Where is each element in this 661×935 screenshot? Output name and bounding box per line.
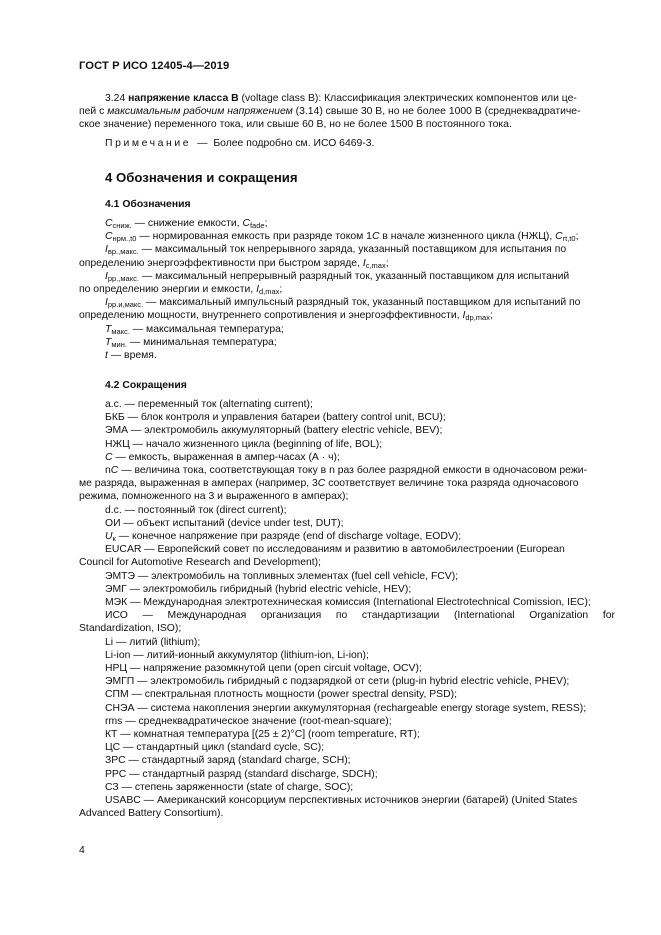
symbols-list — [79, 217, 615, 362]
abbr-item-cont: ме разряда, выраженная в амперах (например, 3C соответствует величине тока разряда одночасового — [79, 478, 579, 490]
abbr-item: НРЦ — напряжение разомкнутой цепи (open circuit voltage, OCV); — [105, 663, 422, 675]
page-number: 4 — [79, 845, 85, 856]
note: Примечание — Более подробно см. ИСО 6469-3. — [105, 138, 375, 149]
symbol-item: $C_{нрм.,t0}$ — нормированная емкость при разряде током 1C в начале жизненного цикла (НЖЦ), $C_{rt,t0}$; — [105, 231, 579, 244]
abbr-item: МЭК — Международная электротехническая комиссия (International Electrotechnical Comission, IEC); — [105, 597, 591, 609]
abbr-item-cont: Council for Automotive Research and Development); — [79, 557, 321, 569]
symbol-item: $T_{макс.}$ — максимальная температура; — [105, 323, 284, 336]
abbr-item-cont: Advanced Battery Consortium). — [79, 808, 224, 820]
abbreviations-list — [79, 398, 615, 821]
standard-header: ГОСТ Р ИСО 12405-4—2019 — [79, 60, 230, 72]
symbol-item: $C_{сниж.}$ — снижение емкости, $C_{fade}$; — [105, 218, 268, 230]
abbr-item: EUCAR — Европейский совет по исследованиям и развитию в автомобилестроении (European — [105, 544, 565, 556]
term-name: напряжение класса B — [128, 93, 239, 104]
symbol-item-cont: определению мощности, внутреннего сопротивления и энергоэффективности, $I_{dp,max}$; — [79, 310, 493, 323]
abbr-item: $U_к$ — конечное напряжение при разряде (end of discharge voltage, EODV); — [105, 531, 462, 544]
symbol-item-cont: по определению энергии и емкости, $I_{d,max}$; — [79, 284, 283, 297]
subsection-4-2-heading: 4.2 Сокращения — [105, 380, 187, 391]
abbr-item: USABC — Американский консорциум перспективных источников энергии (батарей) (United States — [105, 795, 578, 807]
abbr-item: rms — среднеквадратическое значение (root-mean-square); — [105, 715, 392, 727]
term-line-1: 3.24 напряжение класса B (voltage class B): Классификация электрических компонентов или це- — [105, 93, 577, 104]
abbr-item: a.c. — переменный ток (alternating current); — [105, 399, 313, 410]
abbr-item: РРС — стандартный разряд (standard discharge, SDCH); — [105, 768, 378, 780]
term-line-3: ское значение) переменного тока, или свыше 60 В, но не более 1500 В постоянного тока. — [79, 119, 512, 131]
abbr-item: Li — литий (lithium); — [105, 636, 201, 648]
abbr-item: КТ — комнатная температура [(25 ± 2)°C] (room temperature, RT); — [105, 729, 420, 741]
abbr-item-cont: режима, помноженного на 3 и выраженного в амперах); — [79, 491, 349, 503]
abbr-item: СПМ — спектральная плотность мощности (power spectral density, PSD); — [105, 689, 457, 701]
abbr-item: НЖЦ — начало жизненного цикла (beginning of life, BOL); — [105, 438, 383, 450]
note-label: Примечание — [105, 138, 192, 149]
symbol-item: $I_{вр.,макс.}$ — максимальный ток непрерывного заряда, указанный поставщиком для испытания по — [105, 244, 567, 257]
symbol-item: $I_{рр.,макс.}$ — максимальный непрерывный разрядный ток, указанный поставщиком для испытаний — [105, 270, 570, 283]
abbr-item: СНЭА — система накопления энергии аккумуляторная (rechargeable energy storage system, RESS); — [105, 702, 587, 714]
abbr-item: ИСО — Международная организация по стандартизации (International Organization for — [105, 610, 615, 622]
abbr-item: ЭМГП — электромобиль гибридный с подзарядкой от сети (plug-in hybrid electric vehicle, PHEV); — [105, 676, 570, 688]
abbr-item: ЭМА — электромобиль аккумуляторный (battery electric vehicle, BEV); — [105, 425, 443, 437]
abbr-item: d.c. — постоянный ток (direct current); — [105, 504, 287, 516]
symbol-item: $I_{рр.и,макс.}$ — максимальный импульсный разрядный ток, указанный поставщиком для испытаний по — [105, 297, 581, 310]
abbr-item: nC — величина тока, соответствующая току в n раз более разрядной емкости в одночасовом режи- — [105, 465, 588, 477]
section-4-heading: 4 Обозначения и сокращения — [105, 170, 298, 185]
abbr-item: ЭМТЭ — электромобиль на топливных элементах (fuel cell vehicle, FCV); — [105, 570, 459, 582]
abbr-item: C — емкость, выраженная в ампер-часах (А · ч); — [105, 451, 340, 463]
abbr-item: ЦС — стандартный цикл (standard cycle, SC); — [105, 742, 325, 754]
abbr-item: ЗРС — стандартный заряд (standard charge, SCH); — [105, 755, 351, 767]
term-reference: максимальным рабочим напряжением — [107, 106, 293, 118]
term-line-2: пей с максимальным рабочим напряжением (3.14) свыше 30 В, но не более 1000 В (среднеквадратиче- — [79, 106, 581, 118]
abbr-item: ЭМГ — электромобиль гибридный (hybrid electric vehicle, HEV); — [105, 583, 412, 595]
abbr-item: Li-ion — литий-ионный аккумулятор (lithium-ion, Li-ion); — [105, 649, 369, 661]
symbol-item: $T_{мин.}$ — минимальная температура; — [105, 336, 277, 349]
abbr-item: БКБ — блок контроля и управления батареи (battery control unit, BCU); — [105, 412, 446, 424]
note-text: Более подробно см. ИСО 6469-3. — [213, 138, 375, 149]
subsection-4-1-heading: 4.1 Обозначения — [105, 199, 191, 210]
symbol-item: t — время. — [105, 350, 157, 362]
abbr-item: ОИ — объект испытаний (device under test, DUT); — [105, 517, 344, 529]
symbol-item-cont: определению энергоэффективности при быстром заряде, $I_{c,max}$; — [79, 257, 389, 270]
abbr-item-cont: Standardization, ISO); — [79, 623, 182, 635]
abbr-item: СЗ — степень заряженности (state of charge, SOC); — [105, 781, 354, 793]
term-3-24 — [79, 92, 615, 132]
